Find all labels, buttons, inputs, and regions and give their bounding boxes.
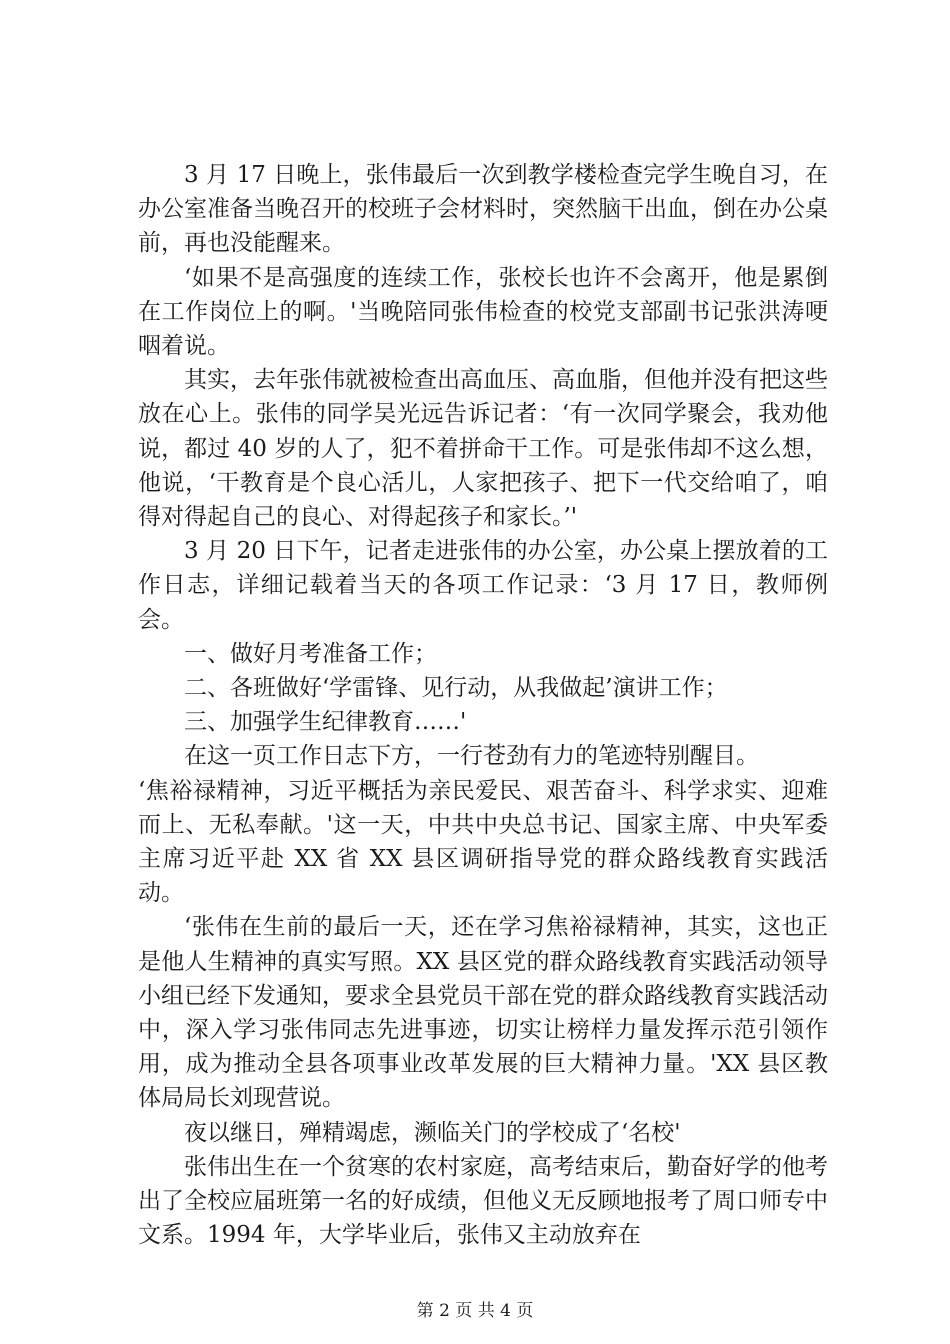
paragraph: 在这一页工作日志下方，一行苍劲有力的笔迹特别醒目。	[184, 743, 759, 770]
list-item: 一、做好月考准备工作；	[184, 640, 437, 667]
paragraph: ‘焦裕禄精神，习近平概括为亲民爱民、艰苦奋斗、科学求实、迎难而上、无私奉献。'这一天，中共中央总书记、国家主席、中央军委主席习近平赴 XX 省 XX 县区调研指导党的群众路线教育实践活动。	[138, 777, 828, 907]
paragraph: 3 月 17 日晚上，张伟最后一次到教学楼检查完学生晚自习，在办公室准备当晚召开的校班子会材料时，突然脑干出血，倒在办公桌前，再也没能醒来。	[138, 162, 828, 257]
document-body	[138, 158, 828, 1253]
paragraph: ‘如果不是高强度的连续工作，张校长也许不会离开，他是累倒在工作岗位上的啊。'当晚陪同张伟检查的校党支部副书记张洪涛哽咽着说。	[138, 264, 828, 360]
page-footer: 第 2 页 共 4 页	[416, 1301, 534, 1321]
paragraph: ‘张伟在生前的最后一天，还在学习焦裕禄精神，其实，这也正是他人生精神的真实写照。XX 县区党的群众路线教育实践活动领导小组已经下发通知，要求全县党员干部在党的群众路线教育实践活动中，深入学习张伟同志先进事迹，切实让榜样力量发挥示范引领作用，成为推动全县各项事业改革发展的巨大精神力量。'XX 县区教体局局长刘现营说。	[138, 914, 828, 1112]
paragraph: 3 月 20 日下午，记者走进张伟的办公室，办公桌上摆放着的工作日志，详细记载着当天的各项工作记录：‘3 月 17 日，教师例会。	[138, 538, 828, 633]
list-item: 二、各班做好‘学雷锋、见行动，从我做起’演讲工作；	[184, 675, 728, 702]
paragraph: 张伟出生在一个贫寒的农村家庭，高考结束后，勤奋好学的他考出了全校应届班第一名的好成绩，但他义无反顾地报考了周口师专中文系。1994 年，大学毕业后，张伟又主动放弃在	[138, 1153, 828, 1249]
list-item: 三、加强学生纪律教育……'	[184, 709, 467, 736]
section-heading: 夜以继日，殚精竭虑，濒临关门的学校成了‘名校'	[184, 1119, 681, 1146]
paragraph: 其实，去年张伟就被检查出高血压、高血脂，但他并没有把这些放在心上。张伟的同学吴光远告诉记者：‘有一次同学聚会，我劝他说，都过 40 岁的人了，犯不着拼命干工作。可是张伟却不这么想，他说，‘干教育是个良心活儿，人家把孩子、把下一代交给咱了，咱得对得起自己的良心、对得起孩子和家长。’'	[138, 367, 828, 531]
